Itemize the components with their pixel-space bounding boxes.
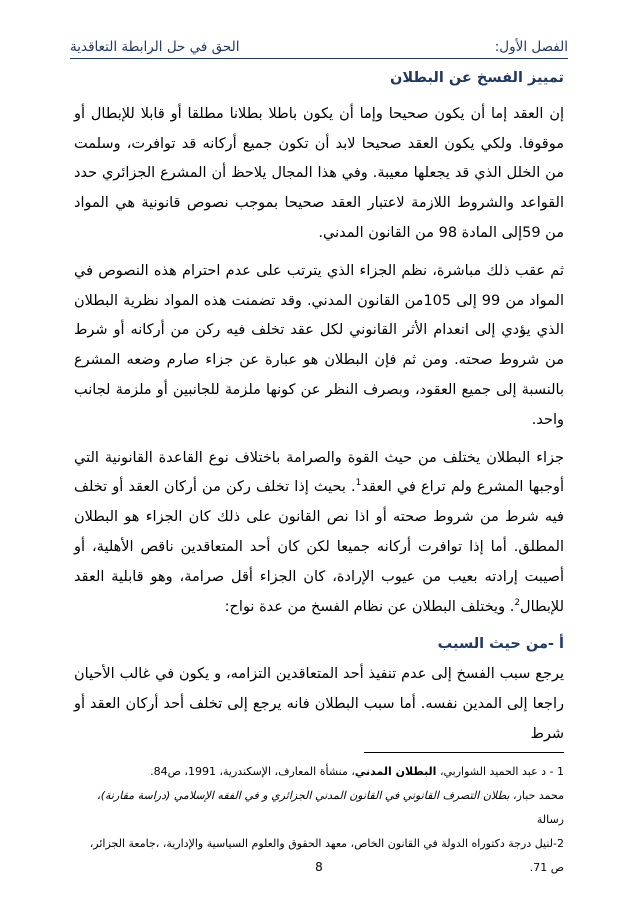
main-content <box>74 64 564 758</box>
paragraph-3-part-c: . ويختلف البطلان عن نظام الفسخ من عدة نواح: <box>224 598 515 615</box>
footnote-1-prefix: 1 - د عبد الحميد الشواربي، <box>436 765 564 778</box>
paragraph-1: إن العقد إما أن يكون صحيحا وإما أن يكون باطلا بطلانا مطلقا أو قابلا للإبطال أو موقوفا. ولكي يكون العقد صحيحا لابد أن تكون جميع أركانه قد توافرت، وسلمت من الخلل الذي قد يجعلها معيبة. وفي هذا المجال يلاحظ أن المشرع الجزائري حدد القواعد والشروط اللازمة لاعتبار العقد صحيحا بموجب نصوص قانونية هي المواد من 59إلى المادة 98 من القانون المدني. <box>74 105 564 241</box>
footnote-2-rest: ، رسالة <box>97 789 564 826</box>
paragraph-3-part-a: جزاء البطلان يختلف من حيث القوة والصرامة باختلاف نوع القاعدة القانونية التي أوجبها المشرع ولم تراع في العقد <box>74 449 564 496</box>
paragraph-3 <box>74 444 564 623</box>
footnote-1-rest: ، منشأة المعارف، الإسكندرية، 1991، ص84. <box>150 765 355 778</box>
chapter-label: الفصل الأول: <box>494 39 568 55</box>
footnote-2-line-1 <box>74 784 564 832</box>
footnote-2-line-2: 2-لنيل درجة دكتوراه الدولة في القانون الخاص، معهد الحقوق والعلوم السياسية والإدارية، ،جامعة الجزائر، ص 71. <box>89 837 564 874</box>
running-header <box>70 33 568 55</box>
footnote-1 <box>74 760 564 784</box>
section-title: تمييز الفسخ عن البطلان <box>389 70 564 86</box>
header-rule <box>70 58 568 59</box>
subheading: أ -من حيث السبب <box>437 636 564 653</box>
footnote-2-title: بطلان التصرف القانوني في القانون المدني الجزائري و في الفقه الإسلامي (دراسة مقارنة) <box>100 789 510 802</box>
footnote-2-prefix: محمد حبار، <box>509 789 564 802</box>
footnote-separator <box>364 752 564 753</box>
page-number: 8 <box>315 860 323 874</box>
paragraph-4: يرجع سبب الفسخ إلى عدم تنفيذ أحد المتعاقدين التزامه، و يكون في غالب الأحيان راجعا إلى المدين نفسه. أما سبب البطلان فانه يرجع إلى تخلف أحد أركان العقد أو شرط <box>74 666 564 742</box>
footnote-ref-2: 2 <box>514 597 521 608</box>
footnote-ref-1: 1 <box>355 478 362 489</box>
running-title: الحق في حل الرابطة التعاقدية <box>70 39 240 55</box>
paragraph-2: ثم عقب ذلك مباشرة، نظم الجزاء الذي يترتب على عدم احترام هذه النصوص في المواد من 99 إلى 105من القانون المدني. وقد تضمنت هذه المواد نظرية البطلان الذي يؤدي إلى انعدام الأثر القانوني لكل عقد تخلف فيه ركن من أركانه أو شرط من شروط صحته. ومن ثم فإن البطلان هو عبارة عن جزاء صارم وضعه المشرع بالنسبة إلى جميع العقود، وبصرف النظر عن كونها ملزمة للجانبين أو ملزمة لجانب واحد. <box>74 262 564 428</box>
footnote-1-title: البطلان المدني <box>354 765 437 778</box>
paragraph-3-part-b: . بحيث إذا تخلف ركن من أركان العقد أو تخلف فيه شرط من شروط صحته أو اذا نص القانون على ذلك كان الجزاء هو البطلان المطلق. أما إذا توافرت أركانه جميعا لكن كان أحد المتعاقدين ناقص الأهلية، أو أصيبت إرادته بعيب من عيوب الإرادة، كان الجزاء أقل صرامة، وهو قابلية العقد للإبطال <box>74 479 564 615</box>
